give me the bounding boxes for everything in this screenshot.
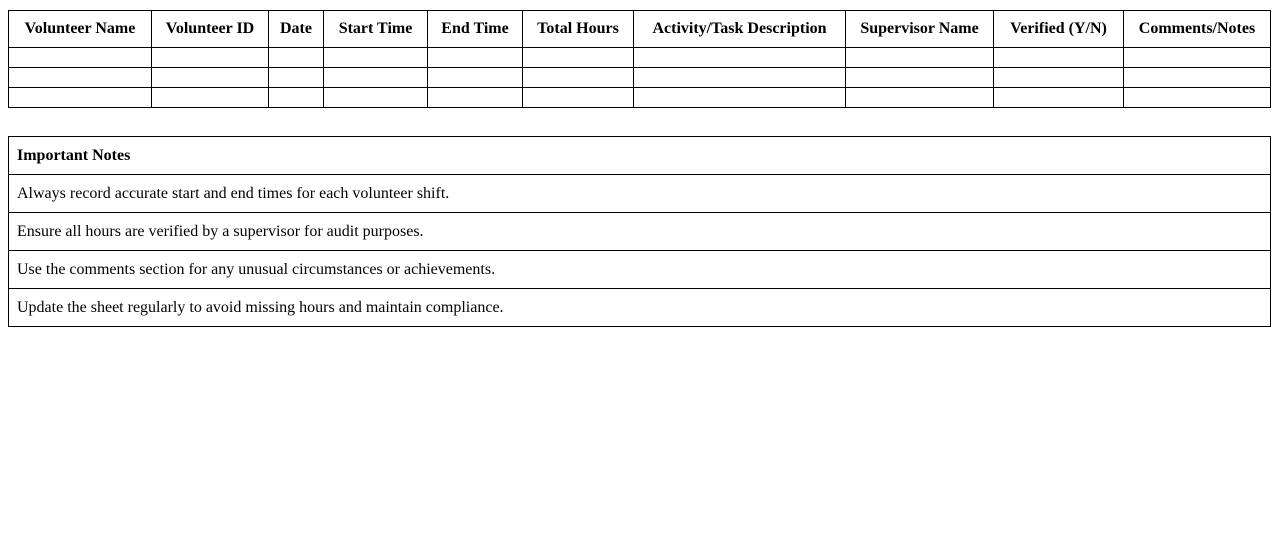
column-header-verified: Verified (Y/N) [994,11,1124,48]
notes-header-row [9,137,1271,175]
empty-cell [9,88,152,108]
column-header-total-hours: Total Hours [523,11,634,48]
notes-header: Important Notes [9,137,1271,175]
empty-cell [523,88,634,108]
column-header-comments-notes: Comments/Notes [1124,11,1271,48]
column-header-volunteer-name: Volunteer Name [9,11,152,48]
table-row [9,48,1271,68]
column-header-end-time: End Time [428,11,523,48]
empty-cell [523,48,634,68]
empty-cell [152,48,269,68]
empty-cell [634,68,846,88]
empty-cell [994,88,1124,108]
column-header-start-time: Start Time [324,11,428,48]
empty-cell [9,48,152,68]
column-header-volunteer-id: Volunteer ID [152,11,269,48]
empty-cell [846,88,994,108]
note-row [9,175,1271,213]
note-item: Update the sheet regularly to avoid missing hours and maintain compliance. [9,289,1271,327]
empty-cell [324,68,428,88]
empty-cell [9,68,152,88]
note-item: Use the comments section for any unusual circumstances or achievements. [9,251,1271,289]
empty-cell [994,68,1124,88]
note-row [9,213,1271,251]
table-row [9,88,1271,108]
empty-cell [269,88,324,108]
empty-cell [324,88,428,108]
empty-cell [1124,48,1271,68]
empty-cell [269,48,324,68]
empty-cell [428,48,523,68]
empty-cell [994,48,1124,68]
log-header-row [9,11,1271,48]
empty-cell [634,48,846,68]
empty-cell [152,88,269,108]
empty-cell [634,88,846,108]
empty-cell [324,48,428,68]
empty-cell [428,68,523,88]
empty-cell [152,68,269,88]
note-item: Ensure all hours are verified by a supervisor for audit purposes. [9,213,1271,251]
column-header-date: Date [269,11,324,48]
note-item: Always record accurate start and end times for each volunteer shift. [9,175,1271,213]
table-row [9,68,1271,88]
empty-cell [1124,88,1271,108]
empty-cell [846,48,994,68]
column-header-supervisor-name: Supervisor Name [846,11,994,48]
volunteer-log-table [8,10,1271,108]
column-header-activity-task-description: Activity/Task Description [634,11,846,48]
important-notes-table [8,136,1271,327]
empty-cell [523,68,634,88]
empty-cell [428,88,523,108]
note-row [9,289,1271,327]
empty-cell [269,68,324,88]
empty-cell [1124,68,1271,88]
empty-cell [846,68,994,88]
note-row [9,251,1271,289]
